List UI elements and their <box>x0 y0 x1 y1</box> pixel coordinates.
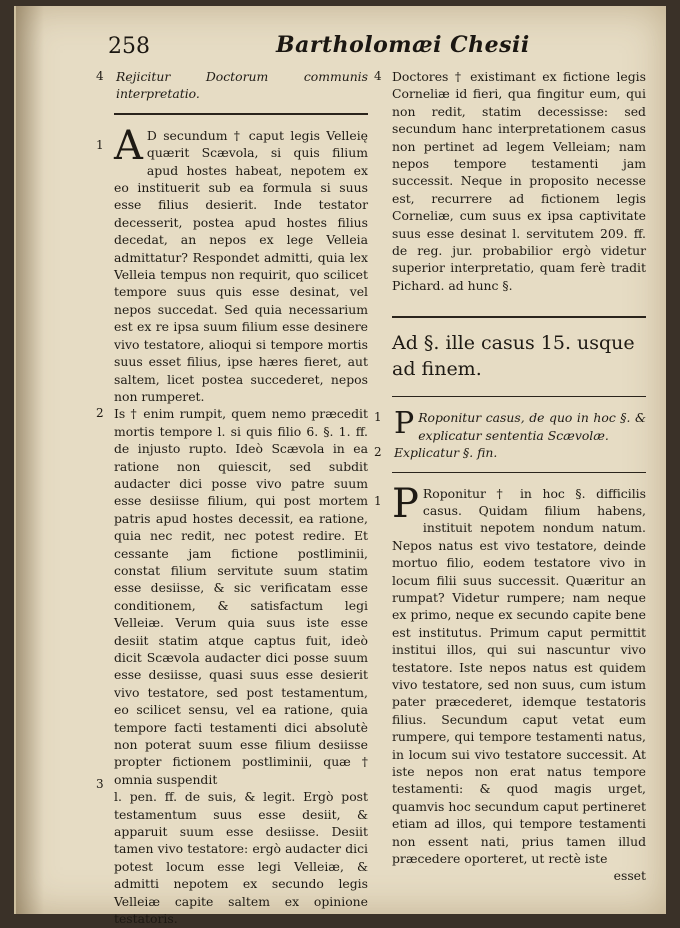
left-paragraph-3 <box>96 777 368 927</box>
left-paragraph-1 <box>96 122 368 406</box>
running-title: Bartholomæi Chesii <box>276 32 530 58</box>
paragraph-number: 1 <box>96 137 104 152</box>
page-number: 258 <box>108 34 150 59</box>
paragraph-number: 3 <box>96 777 104 792</box>
section-rule <box>392 472 646 473</box>
summary-text: Explicatur §. fin. <box>394 445 498 461</box>
summary-number: 4 <box>96 69 104 83</box>
section-rule <box>114 113 368 115</box>
paragraph-text: Doctores † existimant ex fictione legis Corneliæ id fieri, qua fingitur eum, qui non redit, statim decessisse: sed secundum hanc interpretationem casus non pertinet ad legem Velleiam; nam nepos tempore testamenti jam successit. Neque in proposito necesse est, recurrere ad fictionem legis Corneliæ, cum suus ex ipsa captivitate suus esse desinat l. servitutem 209. ff. de reg. jur. probabilior ergò videtur superior interpretatio, quam ferè tradit Pichard. ad hunc §. <box>392 69 646 293</box>
right-summary-2 <box>374 444 646 461</box>
drop-cap: A <box>114 122 143 169</box>
paragraph-number: 4 <box>374 69 382 83</box>
paragraph-text: l. pen. ff. de suis, & legit. Ergò post testamentum suus esse desiit, & apparuit suum esse desiisse. Desiit tamen vivo testatore: ergò audacter dici potest locum esse legi Velleiæ, & admitti nepotem ex secundo legis Velleiæ capite saltem ex opinione testatoris. <box>114 789 368 927</box>
summary-number: 1 <box>374 410 382 425</box>
right-column <box>374 68 646 885</box>
right-summary-1 <box>374 406 646 444</box>
summary-text: Rejicitur Doctorum communis interpretatio. <box>116 69 368 102</box>
left-column <box>96 68 368 928</box>
right-paragraph-2 <box>374 480 646 868</box>
catchword: esset <box>613 868 646 884</box>
left-paragraph-2 <box>96 405 368 788</box>
book-page <box>14 6 666 927</box>
heading-rule <box>392 396 646 397</box>
paragraph-text: Roponitur † in hoc §. difficilis casus. Quidam filium habens, instituit nepotem nondum natum. Nepos natus est vivo testatore, deinde mortuo filio, eodem testatore vivo in locum filii suus successit. Quæritur an rumpat? Videtur rumpere; nam neque ex primo, neque ex secundo capite bene est institutus. Primum caput permittit institui illos, qui sui nascuntur vivo testatore. Iste nepos natus est quidem vivo testatore, sed non suus, cum istum pater præcederet, idemque testatoris filius. Secundum caput vetat eum rumpere, qui tempore testamenti natus, in locum sui vivo testatore successit. At iste nepos non erat natus tempore testamenti: & quod magis urget, quamvis hoc secundum caput pertineret etiam ad illos, qui tempore testamenti non essent nati, prius tamen illud præcedere oporteret, ut rectè iste <box>392 485 646 867</box>
paragraph-number: 2 <box>96 406 104 421</box>
drop-cap: P <box>394 406 415 442</box>
drop-cap: P <box>392 480 419 527</box>
section-rule <box>392 316 646 318</box>
page-spine-shadow <box>16 6 44 914</box>
summary-text: Roponitur casus, de quo in hoc §. & explicatur sententia Scævolæ. <box>418 410 646 443</box>
section-heading: Ad §. ille casus 15. usque ad finem. <box>392 332 635 381</box>
paragraph-number: 1 <box>374 493 382 508</box>
paragraph-text: Is † enim rumpit, quem nemo præcedit mortis tempore l. si quis filio 6. §. 1. ff. de injusto rupto. Ideò Scævola in ea ratione non quiescit, sed subdit audacter dici posse vivo patre suum esse desiisse filium, qui post mortem patris apud hostes decessit, ea ratione, quia nec redit, nec potest redire. Et cessante jam fictione postliminii, constat filium servitute suum statim esse desiisse, & sic verificatam esse conditionem, & satisfactum legi Velleiæ. Verum quia suus iste esse desiit statim atque captus fuit, ideò dicit Scævola audacter dici posse suum esse desiisse, quasi suus esse desierit vivo testatore, sed post testamentum, eo scilicet sensu, vel ea ratione, quia tempore facti testamenti dici absolutè non poterat suum esse filium desiisse propter fictionem postliminii, quæ † omnia suspendit <box>114 406 368 787</box>
paragraph-text: D secundum † caput legis Velleię quærit Scævola, si quis filium apud hostes habeat, nepotem ex eo instituerit sub ea formula si suus esse filius desierit. Inde testator decesserit, postea apud hostes filius decedat, an nepos ex lege Velleia admittatur? Respondet admitti, quia lex Velleia tempus non requirit, quo scilicet tempore suus quis esse desinat, vel nepos succedat. Sed quia necessarium est ex re ipsa suum filium esse desinere vivo testatore, alioqui si tempore mortis suus esset filius, ipse hæres fieret, aut saltem, licet postea succederet, nepos non rumperet. <box>114 127 368 404</box>
right-paragraph-1 <box>374 68 646 294</box>
summary-number: 2 <box>374 445 382 460</box>
left-summary <box>96 68 368 103</box>
page-header <box>108 30 648 64</box>
